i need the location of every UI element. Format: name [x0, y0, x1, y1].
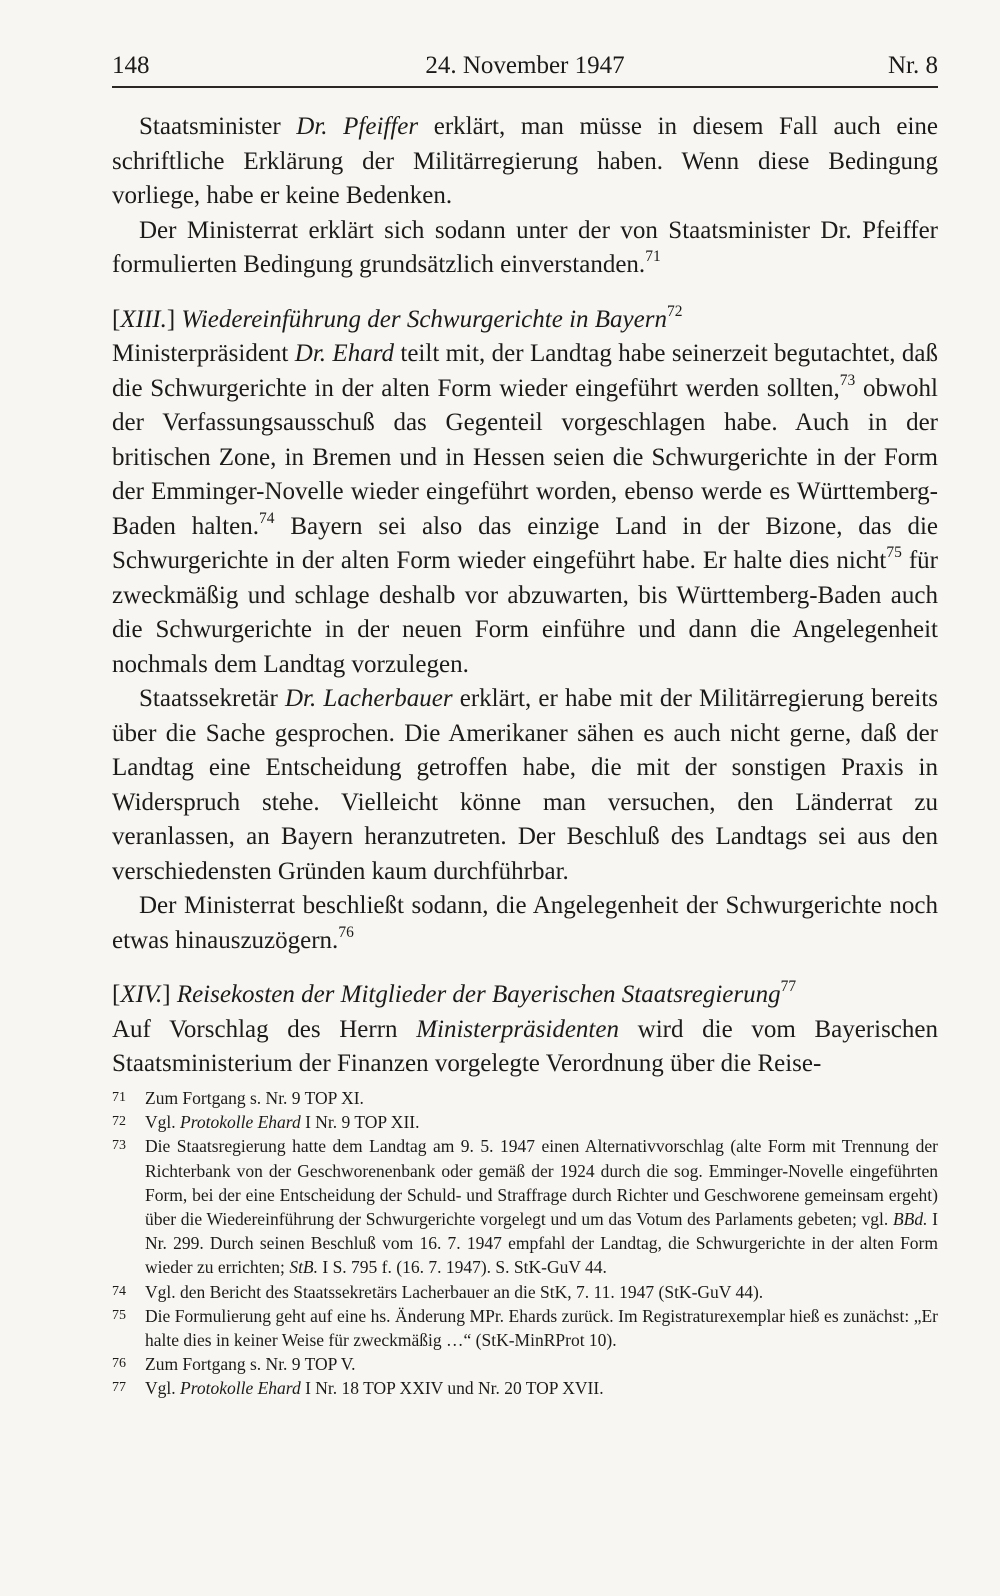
- footnote-number: 75: [112, 1307, 126, 1323]
- section-title: Wiedereinführung der Schwurgerichte in Bayern: [181, 305, 667, 333]
- section-heading-xiv: [XIV.] Reisekosten der Mitglieder der Bayerischen Staatsregierung$^{77}$: [112, 978, 797, 1008]
- paragraph-reisekosten: Auf Vorschlag des Herrn Ministerpräsidenten wird die vom Bayerischen Staatsministerium der Finanzen vorgelegte Verordnung über die Reise-: [112, 1015, 938, 1077]
- footnote-number: 74: [112, 1283, 126, 1299]
- main-text: [112, 110, 938, 1082]
- footnote: 76 Zum Fortgang s. Nr. 9 TOP V.: [112, 1352, 938, 1376]
- paragraph-pfeiffer: Staatsminister Dr. Pfeiffer erklärt, man müsse in diesem Fall auch eine schriftliche Erklärung der Militärregierung haben. Wenn diese Bedingung vorliege, habe er keine Bedenken.: [112, 113, 938, 209]
- footnote-ref: 74: [259, 509, 275, 527]
- footnote: 75 Die Formulierung geht auf eine hs. Änderung MPr. Ehards zurück. Im Registraturexemplar hieß es zunächst: „Er halte dies in keiner Weise für zweckmäßig …“ (StK-MinRProt 10).: [112, 1305, 938, 1351]
- paragraph-ehard: Ministerpräsident Dr. Ehard teilt mit, der Landtag habe seinerzeit begutachtet, daß die Schwurgerichte in der alten Form wieder eingeführt werden sollten,$^{73}$ obwohl der Verfassungsausschuß das Gegenteil vorgeschlagen habe. Auch in der britischen Zone, in Bremen und in Hessen seien die Schwurgerichte in der Form der Emminger-Novelle wieder eingeführt worden, ebenso werde es Württemberg-Baden halten.$^{74}$ Bayern sei also das einzige Land in der Bizone, das die Schwurgerichte in der alten Form wieder eingeführt habe. Er halte dies nicht$^{75}$ für zweckmäßig und schlage deshalb vor abzuwarten, bis Württemberg-Baden auch die Schwurgerichte in der neuen Form einführe und dann die Angelegenheit nochmals dem Landtag vorzulegen.: [112, 340, 939, 678]
- footnote-ref: 72: [666, 302, 683, 320]
- section-heading-xiii: [XIII.] Wiedereinführung der Schwurgerichte in Bayern$^{72}$: [112, 302, 683, 333]
- footnotes: [112, 1086, 938, 1401]
- footnote: 77 Vgl. Protokolle Ehard I Nr. 18 TOP XXIV und Nr. 20 TOP XVII.: [112, 1376, 938, 1400]
- footnote: 72 Vgl. Protokolle Ehard I Nr. 9 TOP XII.: [112, 1110, 938, 1134]
- paragraph-ministerrat-1: Der Ministerrat erklärt sich sodann unter der von Staatsminister Dr. Pfeiffer formulierten Bedingung grundsätzlich einverstanden.$^{71}$: [112, 216, 938, 278]
- section-title: Reisekosten der Mitglieder der Bayerischen Staatsregierung: [176, 981, 781, 1008]
- page-number: 148: [112, 52, 150, 79]
- header-rule: [112, 86, 938, 88]
- running-header: [112, 44, 938, 88]
- paragraph-lacherbauer: Staatssekretär Dr. Lacherbauer erklärt, er habe mit der Militärregierung bereits über die Sache gesprochen. Die Amerikaner sähen es auch nicht gerne, daß der Landtag eine Entscheidung getroffen habe, die mit der sonstigen Praxis in Widerspruch stehe. Vielleicht könne man versuchen, den Länderrat zu veranlassen, an Bayern heranzutreten. Der Beschluß des Landtags sei aus den verschiedensten Gründen kaum durchführbar.: [112, 685, 938, 885]
- footnote: 73 Die Staatsregierung hatte dem Landtag am 9. 5. 1947 einen Alternativvorschlag (alte Form mit Trennung der Richterbank von der Geschworenenbank oder gemäß der 1924 durch die sog. Emminger-Novelle eingeführten Form, bei der eine Entscheidung der Schuld- und Straffrage durch Richter und Geschworene gemeinsam ergeht) über die Wiedereinführung der Schwurgerichte vorgelegt und um das Votum des Parlaments gebeten; vgl. BBd. I Nr. 299. Durch seinen Beschluß vom 16. 7. 1947 empfahl der Landtag, die Schwurgerichte in der alten Form wieder zu errichten; StB. I S. 795 f. (16. 7. 1947). S. StK-GuV 44.: [112, 1136, 939, 1278]
- speaker-name: Dr. Pfeiffer: [296, 113, 419, 140]
- footnote-ref: 73: [839, 371, 856, 389]
- footnote: 71 Zum Fortgang s. Nr. 9 TOP XI.: [112, 1086, 938, 1110]
- footnote-number: 71: [112, 1090, 126, 1105]
- speaker-name: Ministerpräsidenten: [416, 1015, 619, 1043]
- footnote-number: 76: [112, 1356, 126, 1372]
- footnote-ref: 76: [338, 923, 354, 941]
- footnote-number: 73: [112, 1138, 126, 1154]
- speaker-name: Dr. Lacherbauer: [285, 685, 453, 712]
- header-date: 24. November 1947: [425, 52, 625, 79]
- footnote: 74 Vgl. den Bericht des Staatssekretärs Lacherbauer an die StK, 7. 11. 1947 (StK-GuV 44).: [112, 1280, 938, 1304]
- footnote-number: 72: [112, 1114, 126, 1130]
- paragraph-ministerrat-2: Der Ministerrat beschließt sodann, die Angelegenheit der Schwurgerichte noch etwas hinauszuzögern.$^{76}$: [112, 892, 938, 954]
- footnote-ref: 71: [645, 248, 661, 266]
- speaker-name: Dr. Ehard: [294, 340, 394, 367]
- footnote-number: 77: [112, 1380, 126, 1396]
- issue-number: Nr. 8: [888, 52, 938, 79]
- footnote-ref: 77: [780, 978, 797, 996]
- footnote-ref: 75: [886, 544, 902, 562]
